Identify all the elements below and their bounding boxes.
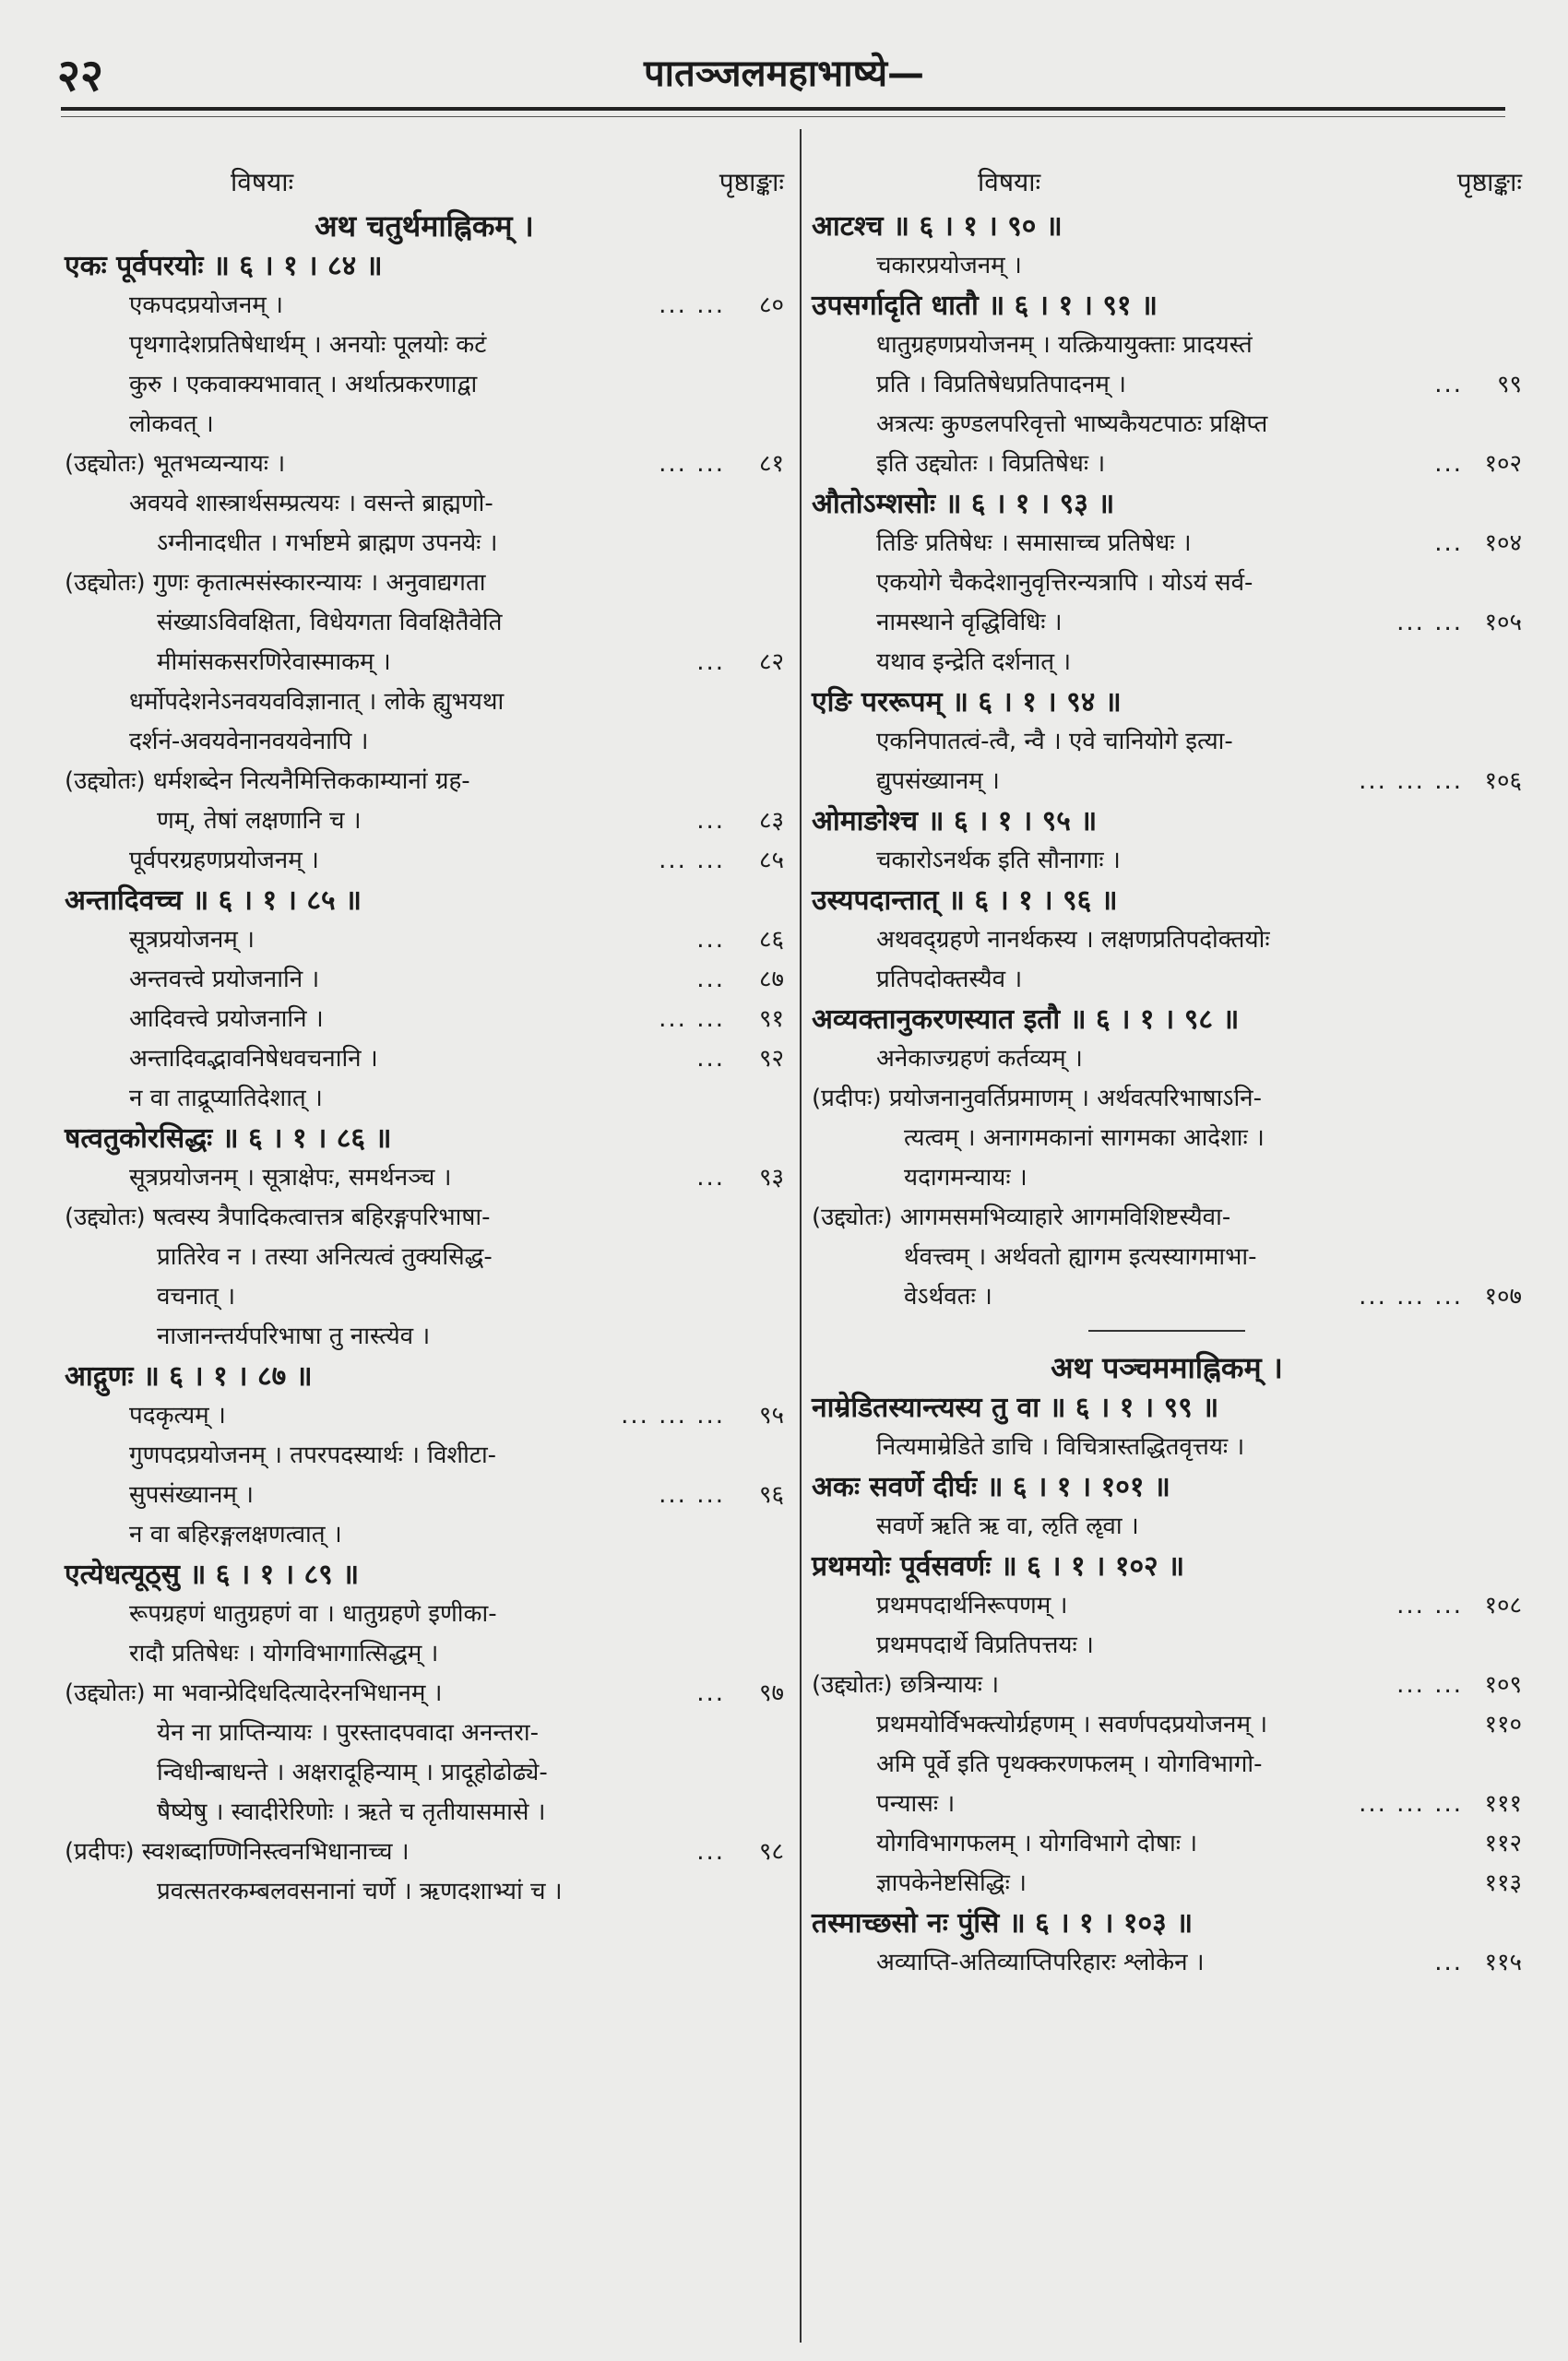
- entry-text: प्रथमपदार्थे विप्रतिपत्तयः ।: [876, 1631, 1094, 1659]
- sutra-entry: [812, 881, 1522, 920]
- topic-line: [812, 1158, 1522, 1198]
- topic-line: [812, 445, 1522, 484]
- entry-text: (प्रदीपः) प्रयोजनानुवर्तिप्रमाणम् । अर्थवत्परिभाषाऽनि-: [812, 1085, 1262, 1112]
- page-reference: ११२: [1484, 1830, 1522, 1857]
- sutra-entry: [65, 1555, 784, 1595]
- leader-dots: ... ... ...: [1359, 1790, 1463, 1818]
- page-reference: ८५: [758, 847, 784, 874]
- entry-text: अमि पूर्वे इति पृथक्करणफलम् । योगविभागो-: [876, 1750, 1263, 1778]
- sutra-entry: [812, 207, 1522, 246]
- left-entries: [65, 207, 784, 1912]
- topic-line: [812, 405, 1522, 445]
- entry-text: अत्रत्यः कुण्डलपरिवृत्तो भाष्यकैयटपाठः प्रक्षिप्त: [876, 410, 1268, 438]
- entry-text: तिङि प्रतिषेधः । समासाच्च प्रतिषेधः ।: [876, 529, 1192, 557]
- entry-text: इति उद्द्योतः । विप्रतिषेधः ।: [876, 450, 1106, 478]
- entry-text: (उद्द्योतः) भूतभव्यन्यायः ।: [65, 450, 286, 478]
- section-heading: [812, 1348, 1522, 1388]
- leader-dots: ...: [696, 1838, 725, 1866]
- entry-text: र्थवत्त्वम् । अर्थवतो ह्यागम इत्यस्यागमाभा-: [904, 1243, 1257, 1271]
- topic-line: [812, 564, 1522, 603]
- topic-line: [65, 1277, 784, 1317]
- sutra-entry: [812, 801, 1522, 841]
- topic-line: [65, 1198, 784, 1238]
- entry-text: अकः सवर्णे दीर्घः ॥ ६ । १ । १०१ ॥: [812, 1471, 1170, 1503]
- topic-line: [65, 801, 784, 841]
- entry-text: चकारोऽनर्थक इति सौनागाः ।: [876, 847, 1121, 874]
- entry-text: गुणपदप्रयोजनम् । तपरपदस्यार्थः । विशीटा-: [129, 1442, 497, 1469]
- entry-text: सूत्रप्रयोजनम् ।: [129, 926, 255, 954]
- entry-text: एकयोगे चैकदेशानुवृत्तिरन्यत्रापि । योऽयं सर्व-: [876, 569, 1253, 597]
- entry-text: वचनात् ।: [157, 1283, 236, 1311]
- topic-line: [65, 1476, 784, 1515]
- topic-line: [65, 1714, 784, 1753]
- leader-dots: ...: [696, 926, 725, 954]
- entry-text: (उद्द्योतः) छत्रिन्यायः ।: [812, 1671, 1000, 1699]
- entry-text: अथ चतुर्थमाह्निकम् ।: [315, 208, 534, 243]
- entry-text: प्रथमपदार्थनिरूपणम् ।: [876, 1592, 1068, 1619]
- topic-line: [812, 1079, 1522, 1119]
- entry-text: आदिवत्त्वे प्रयोजनानि ।: [129, 1005, 324, 1033]
- topic-line: [65, 1039, 784, 1079]
- entry-text: नामस्थाने वृद्धिविधिः ।: [876, 609, 1063, 636]
- leader-dots: ...: [696, 807, 725, 835]
- leader-dots: ...: [696, 648, 725, 676]
- topic-line: [812, 603, 1522, 643]
- leader-dots: ... ...: [1396, 1671, 1463, 1699]
- entry-text: औतोऽम्शसोः ॥ ६ । १ । ९३ ॥: [812, 488, 1115, 520]
- page-reference: ८०: [758, 291, 784, 319]
- page-reference: ९७: [758, 1679, 784, 1707]
- leader-dots: ... ...: [659, 1481, 725, 1509]
- topic-line: [65, 1833, 784, 1872]
- right-entries: [812, 207, 1522, 1983]
- left-column-header: [65, 164, 784, 207]
- topic-line: [812, 1238, 1522, 1277]
- leader-dots: ...: [1434, 450, 1463, 478]
- topic-line: [812, 1745, 1522, 1785]
- page-number: २२: [57, 50, 103, 101]
- leader-dots: ... ...: [1396, 609, 1463, 636]
- topic-line: [65, 643, 784, 682]
- page-reference: ८७: [758, 966, 784, 993]
- entry-text: अव्याप्ति-अतिव्याप्तिपरिहारः श्लोकेन ।: [876, 1949, 1205, 1976]
- entry-text: योगविभागफलम् । योगविभागे दोषाः ।: [876, 1830, 1198, 1857]
- entry-text: रूपग्रहणं धातुग्रहणं वा । धातुग्रहणे इणीका-: [129, 1600, 497, 1628]
- page-reference: ९६: [758, 1481, 784, 1509]
- entry-text: अथवद्ग्रहणे नानर्थकस्य । लक्षणप्रतिपदोक्तयोः: [876, 926, 1270, 954]
- topic-line: [812, 762, 1522, 801]
- topic-line: [65, 1079, 784, 1119]
- left-column: [65, 164, 784, 1912]
- topic-line: [65, 445, 784, 484]
- entry-text: प्रथमयोः पूर्वसवर्णः ॥ ६ । १ । १०२ ॥: [812, 1550, 1185, 1583]
- entry-text: नित्यमाम्रेडिते डाचि । विचित्रास्तद्धितवृत्तयः ।: [876, 1433, 1245, 1461]
- page-label: पृष्ठाङ्काः: [1456, 167, 1522, 197]
- entry-text: ओमाङोश्च ॥ ६ । १ । ९५ ॥: [812, 805, 1098, 837]
- sutra-entry: [65, 1357, 784, 1396]
- leader-dots: ...: [696, 1045, 725, 1073]
- topic-line: [812, 326, 1522, 365]
- entry-text: एत्येधत्यूठ्सु ॥ ६ । १ । ८९ ॥: [65, 1559, 360, 1591]
- topic-line: [65, 841, 784, 881]
- page-reference: १०८: [1484, 1592, 1522, 1619]
- topic-line: [812, 1824, 1522, 1864]
- leader-dots: ...: [696, 966, 725, 993]
- entry-text: न वा बहिरङ्गलक्षणत्वात् ।: [129, 1521, 342, 1548]
- entry-text: कुरु । एकवाक्यभावात् । अर्थात्प्रकरणाद्वा: [129, 371, 478, 398]
- entry-text: षत्वतुकोरसिद्धः ॥ ६ । १ । ८६ ॥: [65, 1122, 392, 1155]
- section-heading: [65, 207, 784, 246]
- entry-text: धर्मोपदेशनेऽनवयवविज्ञानात् । लोके ह्युभयथा: [129, 688, 505, 716]
- right-column-header: [812, 164, 1522, 207]
- topic-line: [65, 1595, 784, 1634]
- topic-line: [65, 1753, 784, 1793]
- topic-line: [812, 246, 1522, 286]
- leader-dots: ... ...: [659, 1005, 725, 1033]
- entry-text: अनेकाज्ग्रहणं कर्तव्यम् ।: [876, 1045, 1083, 1073]
- section-divider: [1088, 1330, 1245, 1332]
- leader-dots: ... ... ...: [621, 1402, 725, 1430]
- entry-text: यथाव इन्द्रेति दर्शनात् ।: [876, 648, 1072, 676]
- topic-line: [65, 1793, 784, 1833]
- entry-text: तस्माच्छसो नः पुंसि ॥ ६ । १ । १०३ ॥: [812, 1907, 1194, 1940]
- page-reference: १०५: [1484, 609, 1522, 636]
- entry-text: अव्यक्तानुकरणस्यात इतौ ॥ ६ । १ । ९८ ॥: [812, 1003, 1240, 1036]
- entry-text: (प्रदीपः) स्वशब्दाण्णिनिस्त्वनभिधानाच्च ।: [65, 1838, 410, 1866]
- topic-line: [65, 286, 784, 326]
- entry-text: ऽग्नीनादधीत । गर्भाष्टमे ब्राह्मण उपनयेः ।: [157, 529, 498, 557]
- topic-line: [65, 682, 784, 722]
- running-title: पातञ्जलमहाभाष्ये—: [643, 53, 925, 95]
- topic-line: [65, 722, 784, 762]
- page-reference: ९९: [1496, 371, 1522, 398]
- page-reference: १११: [1484, 1790, 1522, 1818]
- entry-text: अन्तादिवच्च ॥ ६ । १ । ८५ ॥: [65, 884, 362, 917]
- topic-line: [812, 524, 1522, 564]
- page-reference: ११०: [1484, 1711, 1522, 1738]
- topic-line: [65, 1396, 784, 1436]
- entry-text: सूत्रप्रयोजनम् । सूत्राक्षेपः, समर्थनञ्च ।: [129, 1164, 452, 1192]
- right-column: [812, 164, 1522, 1983]
- column-divider: [800, 129, 802, 2343]
- topic-line: [812, 1428, 1522, 1467]
- topic-line: [812, 1119, 1522, 1158]
- topic-line: [65, 1000, 784, 1039]
- entry-text: नाम्रेडितस्यान्त्यस्य तु वा ॥ ६ । १ । ९९ ॥: [812, 1392, 1219, 1424]
- page-label: पृष्ठाङ्काः: [719, 167, 784, 197]
- entry-text: आद्गुणः ॥ ६ । १ । ८७ ॥: [65, 1360, 313, 1393]
- leader-dots: ...: [696, 1164, 725, 1192]
- entry-text: द्युपसंख्यानम् ।: [876, 767, 1000, 795]
- entry-text: संख्याऽविवक्षिता, विधेयगता विवक्षितैवेति: [157, 609, 503, 636]
- topic-line: [812, 1277, 1522, 1317]
- entry-text: पूर्वपरग्रहणप्रयोजनम् ।: [129, 847, 319, 874]
- topic-line: [65, 326, 784, 365]
- topic-line: [812, 1626, 1522, 1666]
- topic-line: [65, 1158, 784, 1198]
- page-reference: ९५: [758, 1402, 784, 1430]
- entry-text: ज्ञापकेनेष्टसिद्धिः ।: [876, 1869, 1027, 1897]
- entry-text: एकपदप्रयोजनम् ।: [129, 291, 283, 319]
- topic-line: [812, 1785, 1522, 1824]
- page-reference: १०६: [1484, 767, 1522, 795]
- entry-text: यदागमन्यायः ।: [904, 1164, 1028, 1192]
- entry-text: प्रथमयोर्विभक्त्योर्ग्रहणम् । सवर्णपदप्रयोजनम् ।: [876, 1711, 1268, 1738]
- sutra-entry: [812, 1547, 1522, 1586]
- page-reference: ८६: [758, 926, 784, 954]
- topic-line: [812, 1586, 1522, 1626]
- topic-line: [812, 1039, 1522, 1079]
- page-reference: ९१: [758, 1005, 784, 1033]
- sutra-entry: [812, 1467, 1522, 1507]
- entry-text: पन्यासः ।: [876, 1790, 956, 1818]
- page-reference: १०२: [1484, 450, 1522, 478]
- sutra-entry: [812, 286, 1522, 326]
- topic-line: [65, 405, 784, 445]
- entry-text: एकनिपातत्वं-त्वै, न्वै । एवे चानियोगे इत्या-: [876, 728, 1233, 755]
- entry-text: अवयवे शास्त्रार्थसम्प्रत्ययः । वसन्ते ब्राह्मणो-: [129, 490, 493, 517]
- page-reference: ९८: [758, 1838, 784, 1866]
- entry-text: उस्यपदान्तात् ॥ ६ । १ । ९६ ॥: [812, 884, 1118, 917]
- leader-dots: ...: [1434, 1949, 1463, 1976]
- leader-dots: ...: [696, 1679, 725, 1707]
- topic-line: [65, 960, 784, 1000]
- topic-line: [812, 365, 1522, 405]
- sutra-entry: [65, 246, 784, 286]
- entry-text: धातुग्रहणप्रयोजनम् । यत्क्रियायुक्ताः प्रादयस्तं: [876, 331, 1253, 359]
- subject-label: विषयाः: [231, 167, 294, 197]
- entry-text: प्रतिपदोक्तस्यैव ।: [876, 966, 1023, 993]
- topic-line: [65, 524, 784, 564]
- entry-text: (उद्द्योतः) षत्वस्य त्रैपादिकत्वात्तत्र बहिरङ्गपरिभाषा-: [65, 1204, 491, 1231]
- entry-text: रादौ प्रतिषेधः । योगविभागात्सिद्धम् ।: [129, 1640, 439, 1667]
- page-reference: ८१: [758, 450, 784, 478]
- topic-line: [812, 1705, 1522, 1745]
- sutra-entry: [812, 1000, 1522, 1039]
- entry-text: सवर्णे ऋति ऋ वा, ऌति ॡवा ।: [876, 1513, 1139, 1540]
- topic-line: [812, 841, 1522, 881]
- entry-text: (उद्द्योतः) गुणः कृतात्मसंस्कारन्यायः । अनुवाद्यगता: [65, 569, 486, 597]
- entry-text: पदकृत्यम् ।: [129, 1402, 226, 1430]
- topic-line: [812, 1666, 1522, 1705]
- entry-text: प्रवत्सतरकम्बलवसनानां चर्णे । ऋणदशाभ्यां च ।: [157, 1878, 563, 1905]
- topic-line: [812, 920, 1522, 960]
- topic-line: [65, 1317, 784, 1357]
- topic-line: [812, 1507, 1522, 1547]
- entry-text: त्यत्वम् । अनागमकानां सागमका आदेशाः ।: [904, 1124, 1265, 1152]
- page-reference: ११३: [1484, 1869, 1522, 1897]
- entry-text: एङि पररूपम् ॥ ६ । १ । ९४ ॥: [812, 686, 1122, 718]
- page-reference: १०७: [1484, 1283, 1522, 1311]
- entry-text: अथ पञ्चममाह्निकम् ।: [1051, 1350, 1283, 1385]
- entry-text: येन ना प्राप्तिन्यायः । पुरस्तादपवादा अनन्तरा-: [157, 1719, 540, 1747]
- entry-text: लोकवत् ।: [129, 410, 214, 438]
- entry-text: अन्तादिवद्भावनिषेधवचनानि ।: [129, 1045, 378, 1073]
- sutra-entry: [812, 682, 1522, 722]
- leader-dots: ... ... ...: [1359, 1283, 1463, 1311]
- header-rule-thin: [61, 116, 1505, 117]
- sutra-entry: [812, 1388, 1522, 1428]
- leader-dots: ... ...: [659, 450, 725, 478]
- sutra-entry: [65, 881, 784, 920]
- leader-dots: ...: [1434, 371, 1463, 398]
- entry-text: षैष्येषु । स्वादीरेरिणोः । ऋते च तृतीयासमासे ।: [157, 1798, 546, 1826]
- topic-line: [65, 564, 784, 603]
- topic-line: [65, 1436, 784, 1476]
- topic-line: [65, 1515, 784, 1555]
- entry-text: उपसर्गादृति धातौ ॥ ६ । १ । ९१ ॥: [812, 290, 1158, 322]
- page-reference: ८३: [758, 807, 784, 835]
- topic-line: [65, 1238, 784, 1277]
- leader-dots: ... ...: [659, 847, 725, 874]
- page-reference: ८२: [758, 648, 784, 676]
- topic-line: [65, 762, 784, 801]
- topic-line: [65, 1634, 784, 1674]
- leader-dots: ... ...: [659, 291, 725, 319]
- leader-dots: ...: [1434, 529, 1463, 557]
- topic-line: [812, 643, 1522, 682]
- page-reference: ९३: [758, 1164, 784, 1192]
- leader-dots: ... ... ...: [1359, 767, 1463, 795]
- entry-text: अन्तवत्त्वे प्रयोजनानि ।: [129, 966, 320, 993]
- sutra-entry: [812, 1904, 1522, 1943]
- entry-text: (उद्द्योतः) आगमसमभिव्याहारे आगमविशिष्टस्यैवा-: [812, 1204, 1231, 1231]
- entry-text: प्रातिरेव न । तस्या अनित्यत्वं तुक्यसिद्ध-: [157, 1243, 493, 1271]
- topic-line: [65, 1674, 784, 1714]
- page-reference: ९२: [758, 1045, 784, 1073]
- topic-line: [65, 1872, 784, 1912]
- entry-text: (उद्द्योतः) मा भवान्प्रेदिधदित्यादेरनभिधानम् ।: [65, 1679, 443, 1707]
- sutra-entry: [65, 1119, 784, 1158]
- leader-dots: ... ...: [1396, 1592, 1463, 1619]
- entry-text: णम्, तेषां लक्षणानि च ।: [157, 807, 362, 835]
- header-rule: [61, 107, 1505, 111]
- entry-text: आटश्च ॥ ६ । १ । ९० ॥: [812, 210, 1063, 243]
- topic-line: [812, 1198, 1522, 1238]
- topic-line: [65, 365, 784, 405]
- topic-line: [812, 960, 1522, 1000]
- entry-text: नाजानन्तर्यपरिभाषा तु नास्त्येव ।: [157, 1323, 431, 1350]
- page-reference: १०४: [1484, 529, 1522, 557]
- entry-text: न्विधीन्बाधन्ते । अक्षरादूहिन्याम् । प्रादूहोढोढ्ये-: [157, 1759, 548, 1786]
- entry-text: पृथगादेशप्रतिषेधार्थम् । अनयोः पूलयोः कटं: [129, 331, 487, 359]
- topic-line: [812, 1864, 1522, 1904]
- entry-text: दर्शनं-अवयवेनानवयवेनापि ।: [129, 728, 369, 755]
- topic-line: [65, 603, 784, 643]
- topic-line: [65, 920, 784, 960]
- entry-text: वेऽर्थवतः ।: [904, 1283, 992, 1311]
- entry-text: प्रति । विप्रतिषेधप्रतिपादनम् ।: [876, 371, 1127, 398]
- entry-text: मीमांसकसरणिरेवास्माकम् ।: [157, 648, 391, 676]
- topic-line: [65, 484, 784, 524]
- page-reference: १०९: [1484, 1671, 1522, 1699]
- entry-text: सुपसंख्यानम् ।: [129, 1481, 255, 1509]
- subject-label: विषयाः: [978, 167, 1041, 197]
- topic-line: [812, 722, 1522, 762]
- page-reference: ११५: [1484, 1949, 1522, 1976]
- sutra-entry: [812, 484, 1522, 524]
- entry-text: चकारप्रयोजनम् ।: [876, 252, 1022, 279]
- entry-text: न वा ताद्रूप्यातिदेशात् ।: [129, 1085, 323, 1112]
- topic-line: [812, 1943, 1522, 1983]
- entry-text: एकः पूर्वपरयोः ॥ ६ । १ । ८४ ॥: [65, 250, 383, 282]
- entry-text: (उद्द्योतः) धर्मशब्देन नित्यनैमित्तिककाम्यानां ग्रह-: [65, 767, 470, 795]
